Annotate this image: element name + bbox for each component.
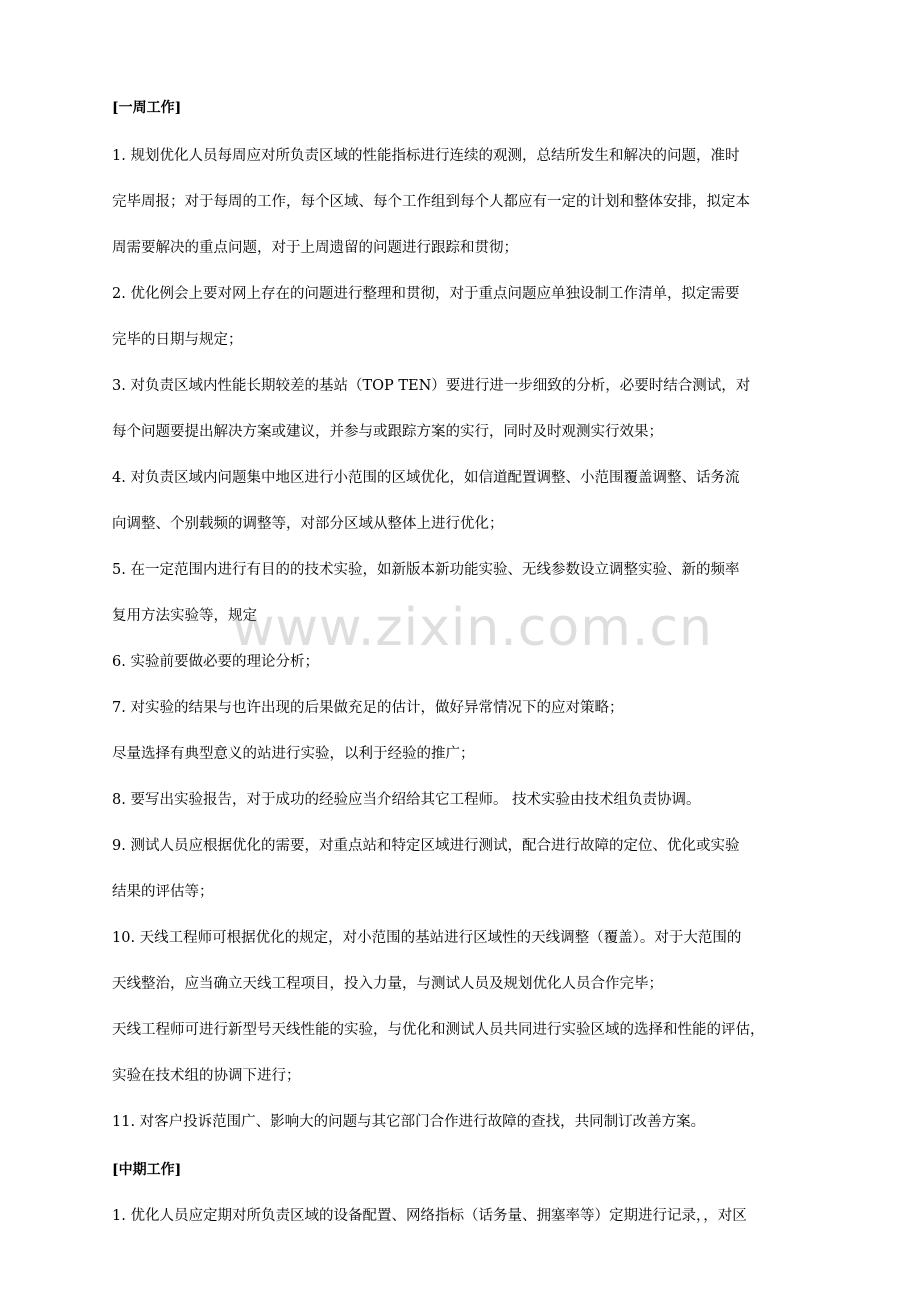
paragraph-line: 8. 要写出实验报告，对于成功的经验应当介绍给其它工程师。 技术实验由技术组负责协调。 xyxy=(112,792,701,808)
paragraph-line: 完毕的日期与规定； xyxy=(112,332,243,348)
paragraph-line: 结果的评估等； xyxy=(112,884,214,900)
paragraph-line: 9. 测试人员应根据优化的需要，对重点站和特定区域进行测试，配合进行故障的定位、优化或实验 xyxy=(112,838,740,854)
paragraph-line: 2. 优化例会上要对网上存在的问题进行整理和贯彻，对于重点问题应单独设制工作清单，拟定需要 xyxy=(112,286,740,302)
paragraph-line: 复用方法实验等，规定 xyxy=(112,608,257,624)
paragraph-line: 4. 对负责区域内问题集中地区进行小范围的区域优化，如信道配置调整、小范围覆盖调整、话务流 xyxy=(112,470,740,486)
paragraph-line: 向调整、个别载频的调整等，对部分区域从整体上进行优化； xyxy=(112,516,504,532)
watermark: www.zixin.com.cn xyxy=(232,598,713,658)
paragraph-line: 实验在技术组的协调下进行； xyxy=(112,1068,301,1084)
paragraph-line: 周需要解决的重点问题，对于上周遗留的问题进行跟踪和贯彻； xyxy=(112,240,518,256)
paragraph-line: 11. 对客户投诉范围广、影响大的问题与其它部门合作进行故障的查找，共同制订改善方案。 xyxy=(112,1114,706,1130)
paragraph-line: 10. 天线工程师可根据优化的规定，对小范围的基站进行区域性的天线调整（覆盖）。对于大范围的 xyxy=(112,930,742,946)
paragraph-line: 3. 对负责区域内性能长期较差的基站（TOP TEN）要进行进一步细致的分析，必要时结合测试，对 xyxy=(112,378,751,394)
paragraph-line: 1. 优化人员应定期对所负责区域的设备配置、网络指标（话务量、拥塞率等）定期进行记录，，对区 xyxy=(112,1208,747,1224)
paragraph-line: 天线整治，应当确立天线工程项目，投入力量，与测试人员及规划优化人员合作完毕； xyxy=(112,976,663,992)
paragraph-line: 完毕周报；对于每周的工作，每个区域、每个工作组到每个人都应有一定的计划和整体安排，拟定本 xyxy=(112,194,750,210)
paragraph-line: 7. 对实验的结果与也许出现的后果做充足的估计，做好异常情况下的应对策略； xyxy=(112,700,624,716)
paragraph-line: 1. 规划优化人员每周应对所负责区域的性能指标进行连续的观测，总结所发生和解决的问题，准时 xyxy=(112,148,740,164)
section-heading-mid: [中期工作] xyxy=(112,1162,182,1178)
paragraph-line: 6. 实验前要做必要的理论分析； xyxy=(112,654,319,670)
paragraph-line: 尽量选择有典型意义的站进行实验，以利于经验的推广； xyxy=(112,746,475,762)
paragraph-line: 天线工程师可进行新型号天线性能的实验，与优化和测试人员共同进行实验区域的选择和性能的评估， xyxy=(112,1022,765,1038)
section-heading-week: [一周工作] xyxy=(112,100,182,116)
paragraph-line: 5. 在一定范围内进行有目的的技术实验，如新版本新功能实验、无线参数设立调整实验、新的频率 xyxy=(112,562,740,578)
paragraph-line: 每个问题要提出解决方案或建议，并参与或跟踪方案的实行，同时及时观测实行效果； xyxy=(112,424,663,440)
